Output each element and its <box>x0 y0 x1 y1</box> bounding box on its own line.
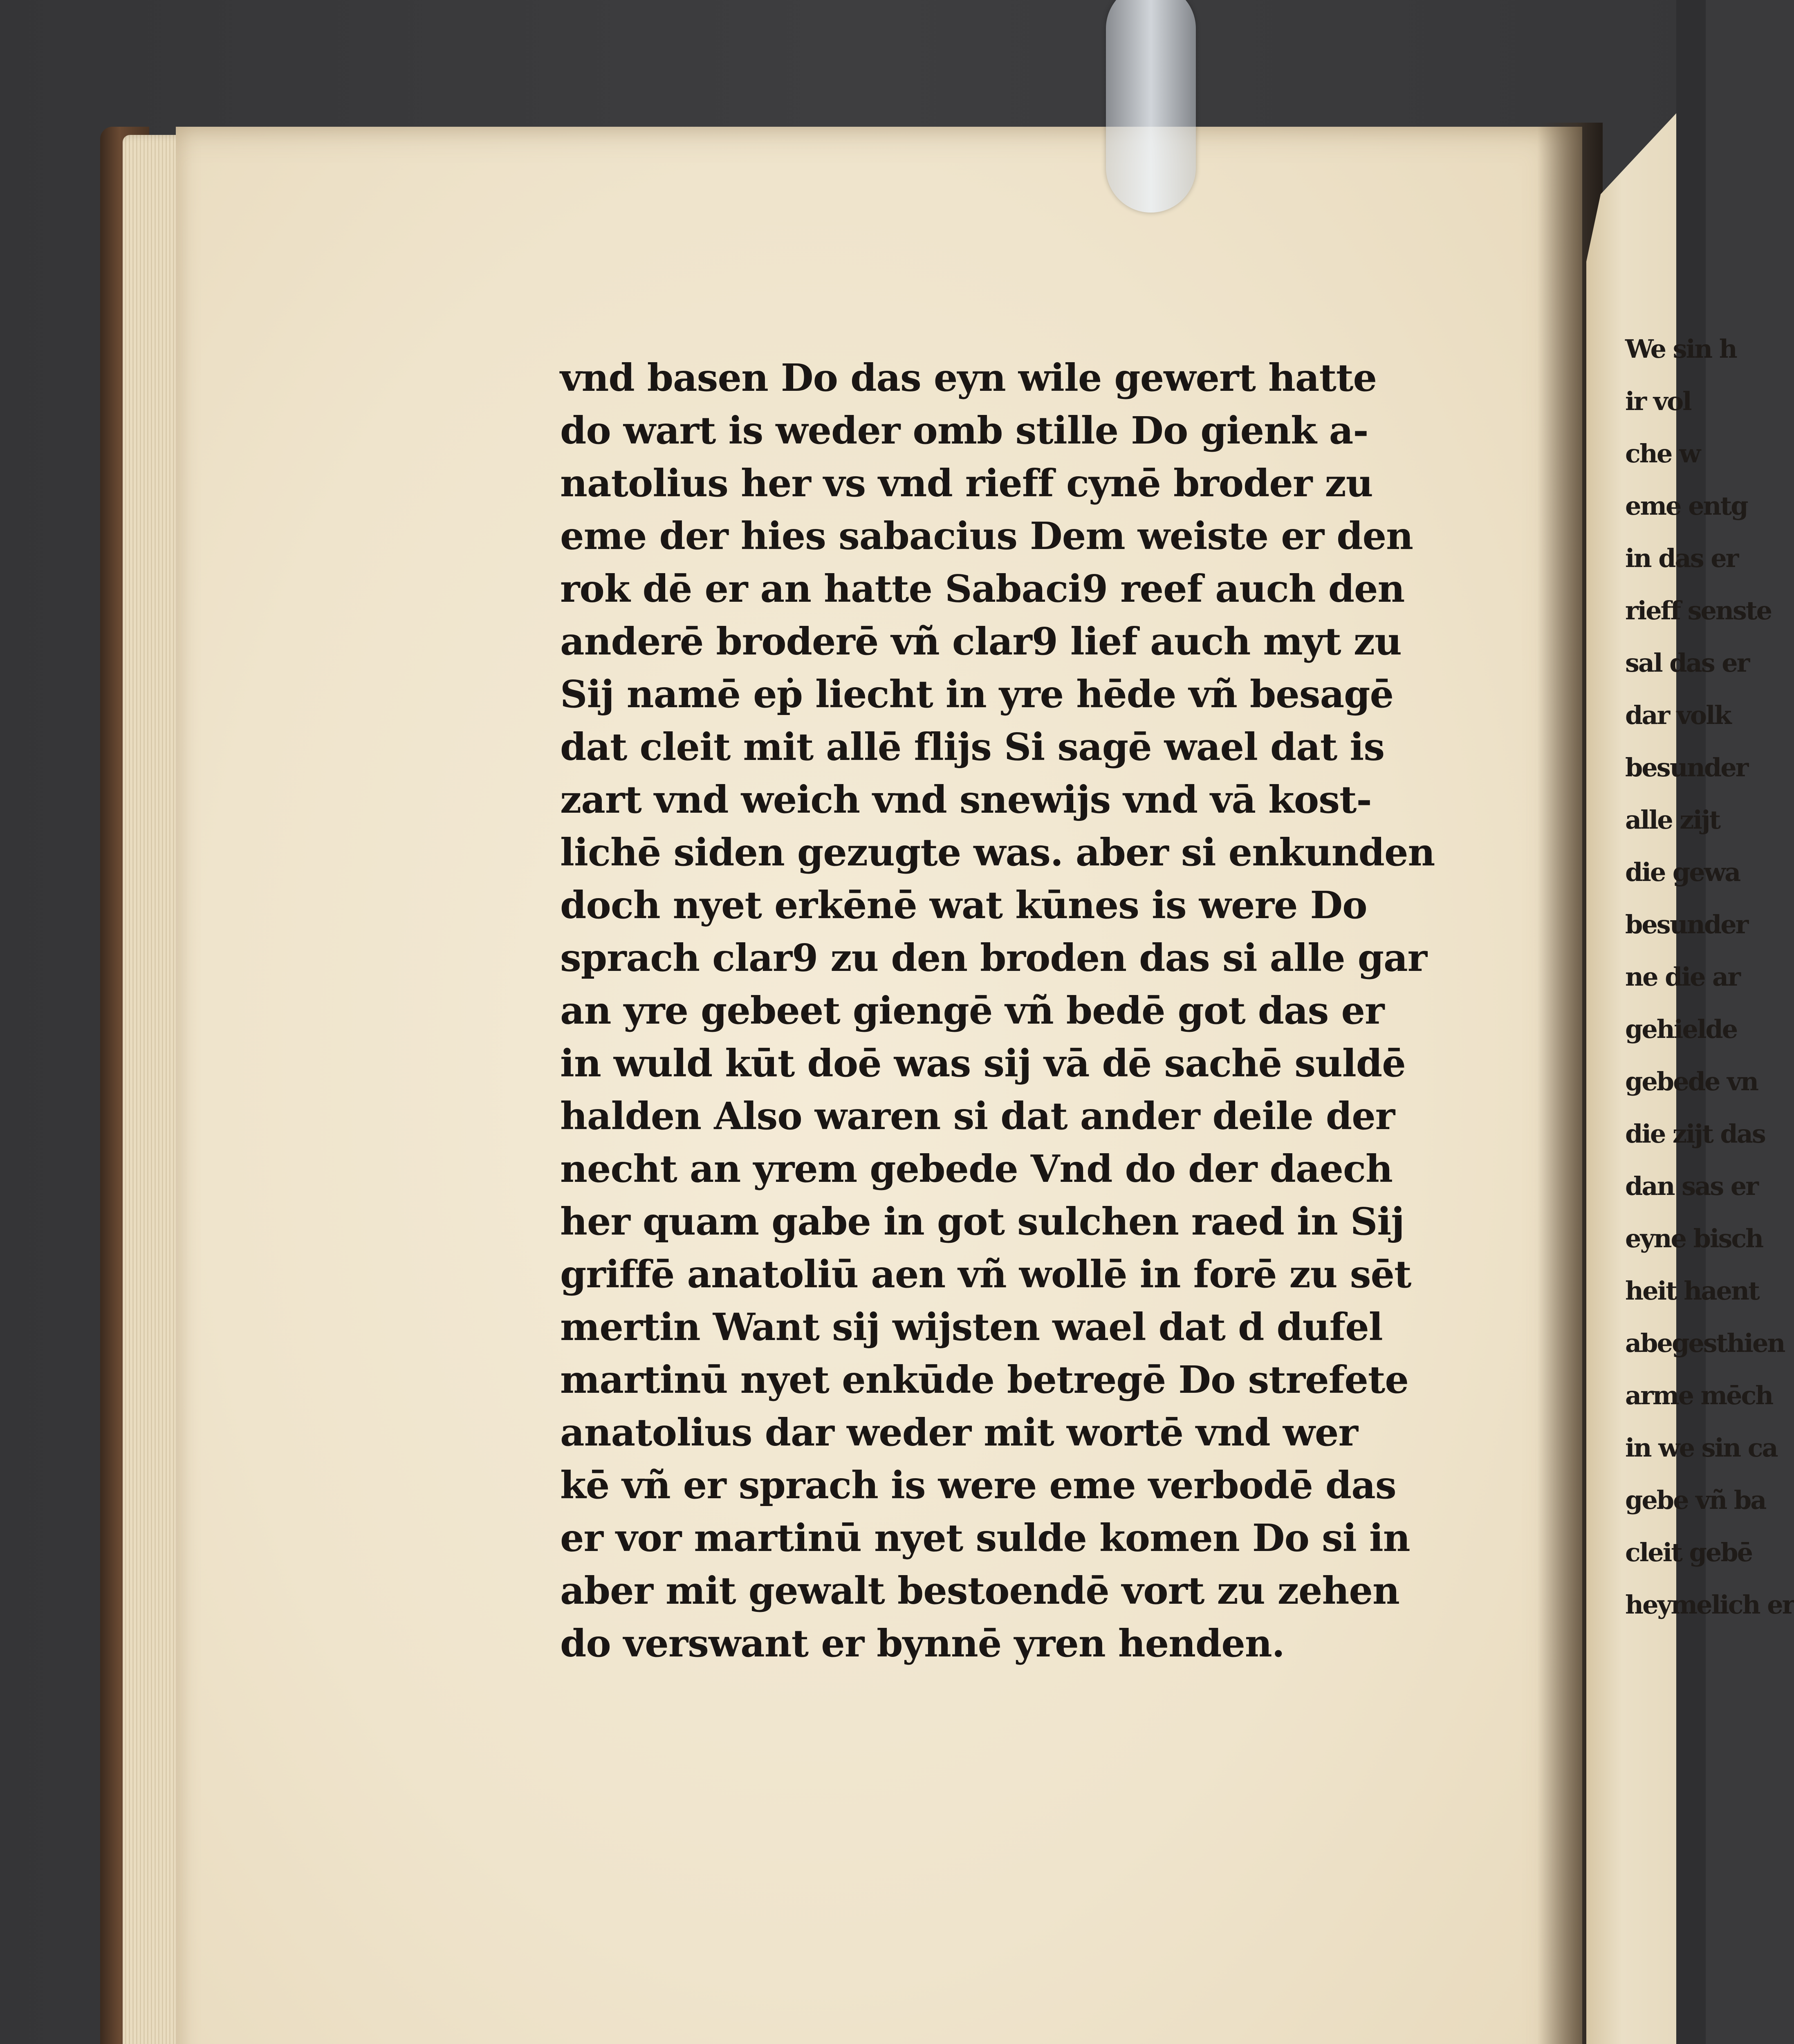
text-line: besunder <box>1625 910 1748 939</box>
text-line: in we sin ca <box>1625 1433 1777 1463</box>
text-line: cleit gebē <box>1625 1537 1752 1567</box>
text-line: eme entg <box>1625 491 1747 521</box>
text-line: arme mēch <box>1625 1381 1773 1410</box>
text-line: kē vñ er sprach is were eme verbodē das <box>560 1463 1396 1507</box>
text-line: dar volk <box>1625 700 1731 730</box>
text-line: martinū nyet enkūde betregē Do strefete <box>560 1358 1408 1402</box>
text-line: zart vnd weich vnd snewijs vnd vā kost- <box>560 778 1372 822</box>
text-line: alle zijt <box>1625 805 1720 835</box>
text-line: necht an yrem gebede Vnd do der daech <box>560 1147 1393 1191</box>
text-line: in das er <box>1625 543 1738 573</box>
page-clip-top <box>1106 0 1196 213</box>
text-line: We sin h <box>1625 334 1736 364</box>
text-line: griffē anatoliū aen vñ wollē in forē zu sēt <box>560 1252 1411 1296</box>
text-line: mertin Want sij wijsten wael dat d dufel <box>560 1305 1383 1349</box>
text-line: an yre gebeet giengē vñ bedē got das er <box>560 988 1384 1033</box>
text-line: Sij namē eṗ liecht in yre hēde vñ besagē <box>560 672 1394 716</box>
text-line: anderē broderē vñ clar9 lief auch myt zu <box>560 619 1402 663</box>
text-line: halden Also waren si dat ander deile der <box>560 1094 1395 1138</box>
text-line: abegesthien <box>1625 1328 1785 1358</box>
text-line: er vor martinū nyet sulde komen Do si in <box>560 1516 1410 1560</box>
text-line: sprach clar9 zu den broden das si alle gar <box>560 936 1427 980</box>
text-line: anatolius dar weder mit wortē vnd wer <box>560 1410 1358 1455</box>
text-line: die zijt das <box>1625 1119 1765 1149</box>
text-line: gehielde <box>1625 1014 1737 1044</box>
text-line: ir vol <box>1625 386 1691 416</box>
text-line: dan sas er <box>1625 1171 1758 1201</box>
text-line: lichē siden gezugte was. aber si enkunden <box>560 830 1435 874</box>
text-line: che w <box>1625 439 1700 468</box>
text-line: natolius her vs vnd rieff cynē broder zu <box>560 461 1373 505</box>
text-line: sal das er <box>1625 648 1749 678</box>
text-line: besunder <box>1625 753 1748 782</box>
text-line: eyne bisch <box>1625 1224 1763 1253</box>
text-line: rok dē er an hatte Sabaci9 reef auch den <box>560 567 1405 611</box>
text-line: doch nyet erkēnē wat kūnes is were Do <box>560 883 1367 927</box>
text-line: dat cleit mit allē flijs Si sagē wael dat is <box>560 725 1385 769</box>
left-page-text <box>560 352 1435 1670</box>
text-line: gebede vn <box>1625 1067 1758 1096</box>
text-line: ne die ar <box>1625 962 1740 992</box>
text-line: die gewa <box>1625 857 1740 887</box>
text-line: gebe vñ ba <box>1625 1485 1766 1515</box>
text-line: rieff senste <box>1625 596 1772 625</box>
text-line: eme der hies sabacius Dem weiste er den <box>560 514 1413 558</box>
text-line: aber mit gewalt bestoendē vort zu zehen <box>560 1569 1399 1613</box>
text-line: her quam gabe in got sulchen raed in Sij <box>560 1199 1404 1244</box>
text-line: vnd basen Do das eyn wile gewert hatte <box>560 356 1377 400</box>
text-line: heymelich er <box>1625 1590 1794 1620</box>
text-line: do verswant er bynnē yren henden. <box>560 1621 1285 1665</box>
text-line: do wart is weder omb stille Do gienk a- <box>560 408 1368 453</box>
right-page-text <box>1625 323 1794 1631</box>
text-line: in wuld kūt doē was sij vā dē sachē suldē <box>560 1041 1406 1085</box>
text-line: heit haent <box>1625 1276 1759 1306</box>
